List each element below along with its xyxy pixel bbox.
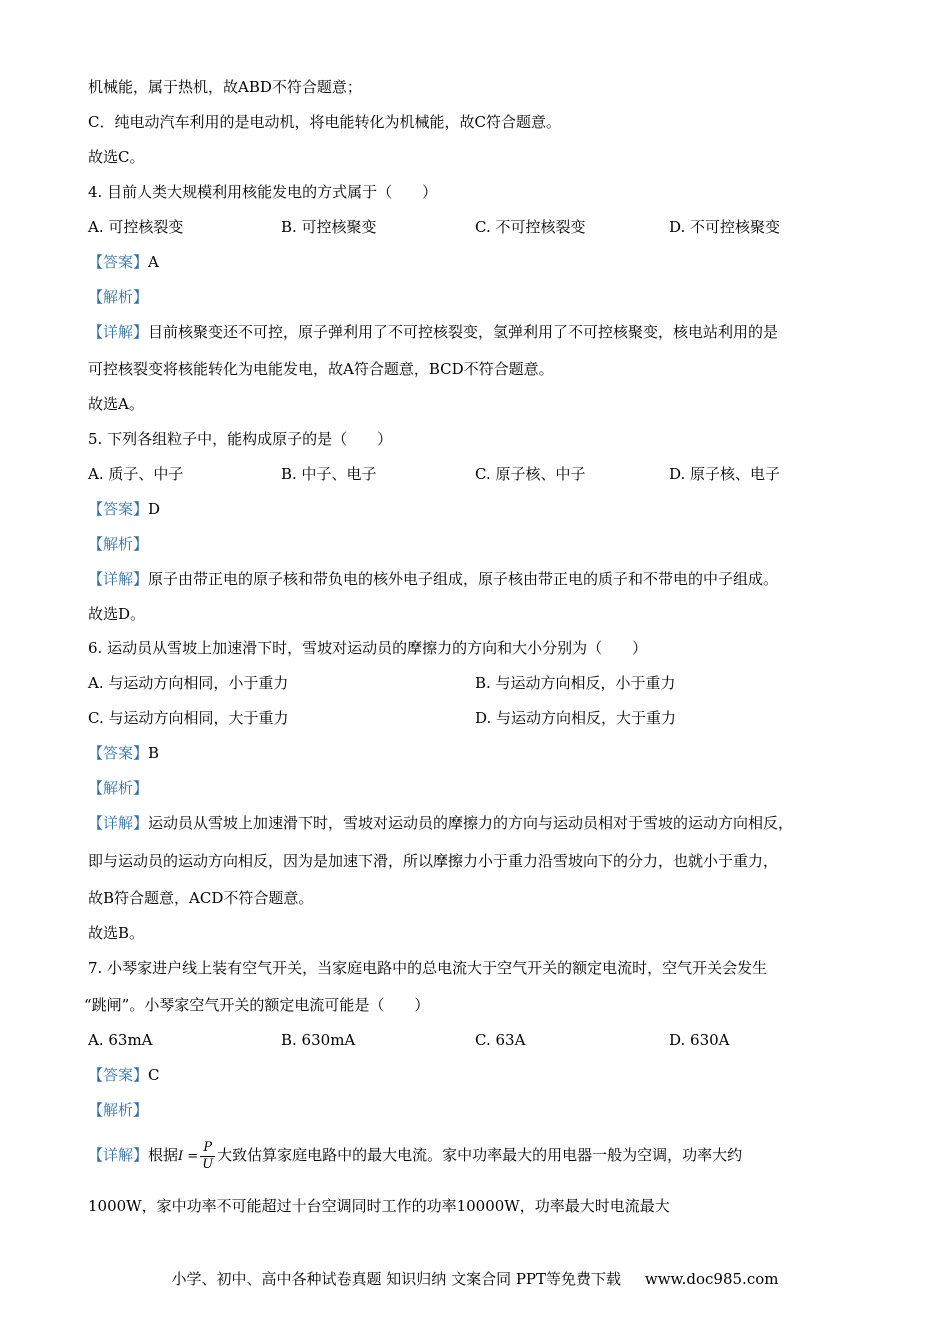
q6-detail — [88, 813, 793, 833]
answer-label: 【答案】 — [88, 500, 149, 518]
detail-text: 目前核聚变还不可控，原子弹利用了不可控核裂变，氢弹利用了不可控核聚变，核电站利用的是 — [148, 323, 779, 341]
question-7-stem: 7. 小琴家进户线上装有空气开关，当家庭电路中的总电流大于空气开关的额定电流时，空气开关会发生 — [88, 959, 768, 977]
detail-label: 【详解】 — [88, 323, 149, 341]
question-7-stem-cont: “跳闸”。小琴家空气开关的额定电流可能是（ ） — [84, 996, 430, 1014]
text-line: 1000W，家中功率不可能超过十台空调同时工作的功率10000W，功率最大时电流最大 — [88, 1197, 670, 1215]
detail-text: 运动员从雪坡上加速滑下时，雪坡对运动员的摩擦力的方向与运动员相对于雪坡的运动方向相反， — [148, 814, 794, 832]
footer-text: 小学、初中、高中各种试卷真题 知识归纳 文案合同 PPT等免费下载 — [171, 1270, 622, 1288]
answer-value: A — [148, 253, 159, 271]
analysis-label: 【解析】 — [88, 779, 149, 797]
detail-label: 【详解】 — [88, 570, 149, 588]
q6-answer — [88, 743, 159, 763]
question-4-stem: 4. 目前人类大规模利用核能发电的方式属于（ ） — [88, 183, 438, 201]
page-footer — [0, 1268, 950, 1289]
q4-option-c: C. 不可控核裂变 — [475, 218, 586, 236]
formula-lhs: I = — [178, 1149, 199, 1164]
q4-option-a: A. 可控核裂变 — [88, 218, 184, 236]
detail-label: 【详解】 — [88, 814, 149, 832]
q5-analysis-label — [88, 534, 148, 554]
q6-analysis-label — [88, 778, 148, 798]
formula-denominator: U — [202, 1156, 214, 1172]
q5-option-a: A. 质子、中子 — [88, 465, 184, 483]
q5-option-b: B. 中子、电子 — [281, 465, 377, 483]
q5-option-c: C. 原子核、中子 — [475, 465, 586, 483]
text-line: 故选C。 — [88, 148, 145, 166]
text-line: 即与运动员的运动方向相反，因为是加速下滑，所以摩擦力小于重力沿雪坡向下的分力，也就小于重力， — [88, 852, 779, 870]
text-line: 故选D。 — [88, 605, 146, 623]
q6-option-d: D. 与运动方向相反，大于重力 — [475, 709, 677, 727]
detail-text: 原子由带正电的原子核和带负电的核外电子组成，原子核由带正电的质子和不带电的中子组成。 — [148, 570, 779, 588]
q7-option-b: B. 630mA — [281, 1031, 356, 1049]
analysis-label: 【解析】 — [88, 288, 149, 306]
q5-answer — [88, 499, 160, 519]
detail-label: 【详解】 — [88, 1146, 149, 1164]
answer-value: C — [148, 1066, 160, 1084]
q4-analysis-label — [88, 287, 148, 307]
text-line: 可控核裂变将核能转化为电能发电，故A符合题意，BCD不符合题意。 — [88, 360, 554, 378]
q6-option-b: B. 与运动方向相反，小于重力 — [475, 674, 676, 692]
formula-numerator: P — [200, 1140, 215, 1157]
q4-answer — [88, 252, 159, 272]
q5-option-d: D. 原子核、电子 — [669, 465, 781, 483]
detail-text: 大致估算家庭电路中的最大电流。家中功率最大的用电器一般为空调，功率大约 — [217, 1146, 743, 1164]
question-5-stem: 5. 下列各组粒子中，能构成原子的是（ ） — [88, 430, 393, 448]
q7-option-c: C. 63A — [475, 1031, 526, 1049]
q5-detail — [88, 569, 778, 589]
q6-option-a: A. 与运动方向相同，小于重力 — [88, 674, 289, 692]
answer-value: B — [148, 744, 160, 762]
q4-option-d: D. 不可控核聚变 — [669, 218, 781, 236]
analysis-label: 【解析】 — [88, 535, 149, 553]
q4-detail — [88, 322, 778, 342]
text-line: 故B符合题意，ACD不符合题意。 — [88, 889, 314, 907]
text-line: C．纯电动汽车利用的是电动机，将电能转化为机械能，故C符合题意。 — [88, 113, 561, 131]
text-line: 故选A。 — [88, 395, 144, 413]
q6-option-c: C. 与运动方向相同，大于重力 — [88, 709, 289, 727]
detail-text: 根据 — [148, 1146, 179, 1164]
text-line: 机械能，属于热机，故ABD不符合题意； — [88, 78, 362, 96]
text-line: 故选B。 — [88, 924, 145, 942]
answer-label: 【答案】 — [88, 744, 149, 762]
q7-answer — [88, 1065, 160, 1085]
q4-option-b: B. 可控核聚变 — [281, 218, 377, 236]
q7-option-a: A. 63mA — [88, 1031, 153, 1049]
q7-option-d: D. 630A — [669, 1031, 730, 1049]
answer-label: 【答案】 — [88, 1066, 149, 1084]
formula-fraction — [200, 1140, 215, 1173]
answer-label: 【答案】 — [88, 253, 149, 271]
q7-detail — [88, 1138, 742, 1174]
question-6-stem: 6. 运动员从雪坡上加速滑下时，雪坡对运动员的摩擦力的方向和大小分别为（ ） — [88, 639, 648, 657]
answer-value: D — [148, 500, 161, 518]
footer-url[interactable]: www.doc985.com — [644, 1270, 779, 1288]
analysis-label: 【解析】 — [88, 1101, 149, 1119]
q7-analysis-label — [88, 1100, 148, 1120]
